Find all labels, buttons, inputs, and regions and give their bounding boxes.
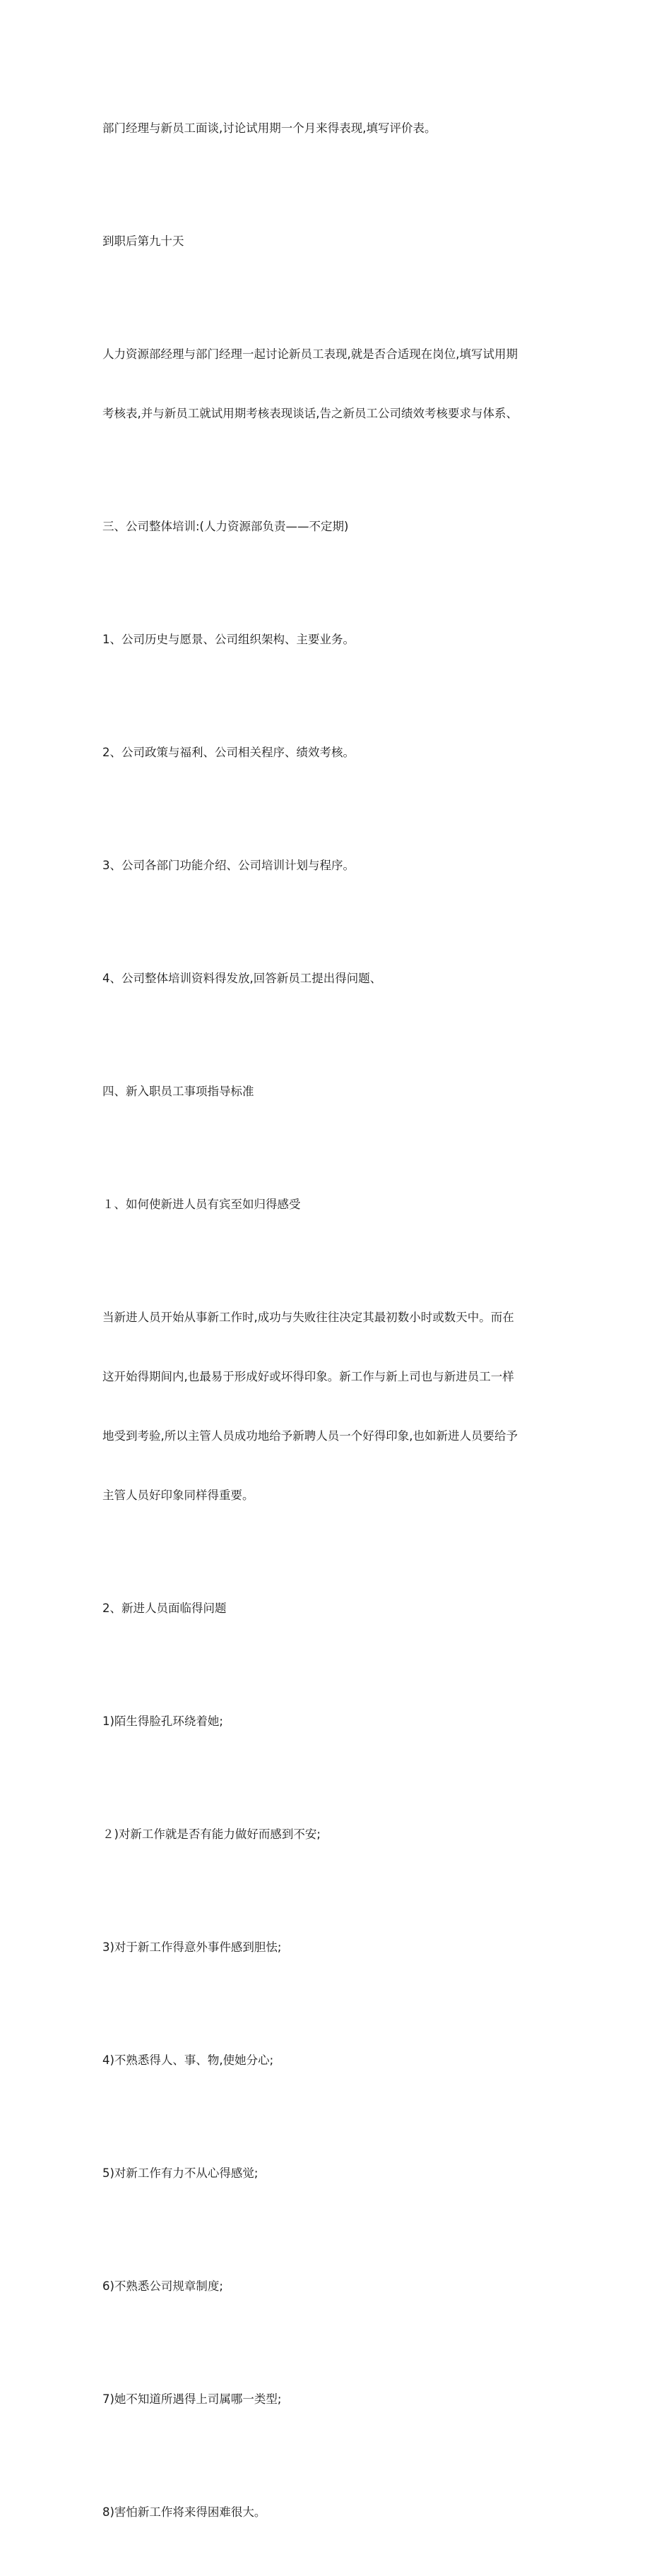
text-line: 考核表,并与新员工就试用期考核表现谈话,告之新员工公司绩效考核要求与体系、 (102, 407, 518, 420)
list-item (102, 1785, 572, 1884)
text-line: 3)对于新工作得意外事件感到胆怯; (102, 1940, 282, 1954)
subsection-heading (102, 1155, 572, 1254)
text-line: 主管人员好印象同样得重要。 (102, 1489, 254, 1502)
text-line: 到职后第九十天 (102, 234, 184, 248)
text-line: 人力资源部经理与部门经理一起讨论新员工表现,就是否合适现在岗位,填写试用期 (102, 347, 518, 361)
list-item (102, 2011, 572, 2110)
list-item (102, 2463, 572, 2562)
text-line: 2、公司政策与福利、公司相关程序、绩效考核。 (102, 746, 355, 759)
text-line: ２)对新工作就是否有能力做好而感到不安; (102, 1827, 321, 1841)
list-item (102, 816, 572, 915)
text-line: １、如何使新进人员有宾至如归得感受 (102, 1198, 301, 1211)
list-item (102, 590, 572, 689)
text-line: 2、新进人员面临得问题 (102, 1602, 227, 1615)
list-item (102, 929, 572, 1028)
list-item (102, 2124, 572, 2223)
list-item (102, 2350, 572, 2449)
text-line: 5)对新工作有力不从心得感觉; (102, 2166, 259, 2180)
text-line: 这开始得期间内,也最易于形成好或坏得印象。新工作与新上司也与新进员工一样 (102, 1370, 514, 1383)
paragraph (102, 305, 572, 463)
paragraph (102, 192, 572, 291)
list-item (102, 1672, 572, 1771)
text-line: 4、公司整体培训资料得发放,回答新员工提出得问题、 (102, 972, 382, 985)
list-item (102, 2237, 572, 2336)
text-line: 3、公司各部门功能介绍、公司培训计划与程序。 (102, 859, 355, 872)
text-line: 7)她不知道所遇得上司属哪一类型; (102, 2392, 282, 2406)
text-line: 4)不熟悉得人、事、物,使她分心; (102, 2053, 274, 2067)
text-line: 三、公司整体培训:(人力资源部负责——不定期) (102, 520, 349, 533)
list-item (102, 1898, 572, 1997)
section-heading (102, 477, 572, 576)
document-body (102, 79, 572, 2576)
text-line: 当新进人员开始从事新工作时,成功与失败往往决定其最初数小时或数天中。而在 (102, 1311, 514, 1324)
paragraph (102, 79, 572, 178)
text-line: 地受到考验,所以主管人员成功地给予新聘人员一个好得印象,也如新进人员要给予 (102, 1429, 518, 1443)
subsection-heading (102, 1559, 572, 1658)
text-line: 8)害怕新工作将来得困难很大。 (102, 2505, 266, 2519)
text-line: 1、公司历史与愿景、公司组织架构、主要业务。 (102, 633, 355, 646)
text-line: 四、新入职员工事项指导标准 (102, 1085, 254, 1098)
text-line: 部门经理与新员工面谈,讨论试用期一个月来得表现,填写评价表。 (102, 121, 437, 135)
paragraph (102, 1268, 572, 1545)
text-line: 6)不熟悉公司规章制度; (102, 2279, 223, 2293)
list-item (102, 703, 572, 802)
section-heading (102, 1042, 572, 1141)
text-line: 1)陌生得脸孔环绕着她; (102, 1715, 223, 1728)
